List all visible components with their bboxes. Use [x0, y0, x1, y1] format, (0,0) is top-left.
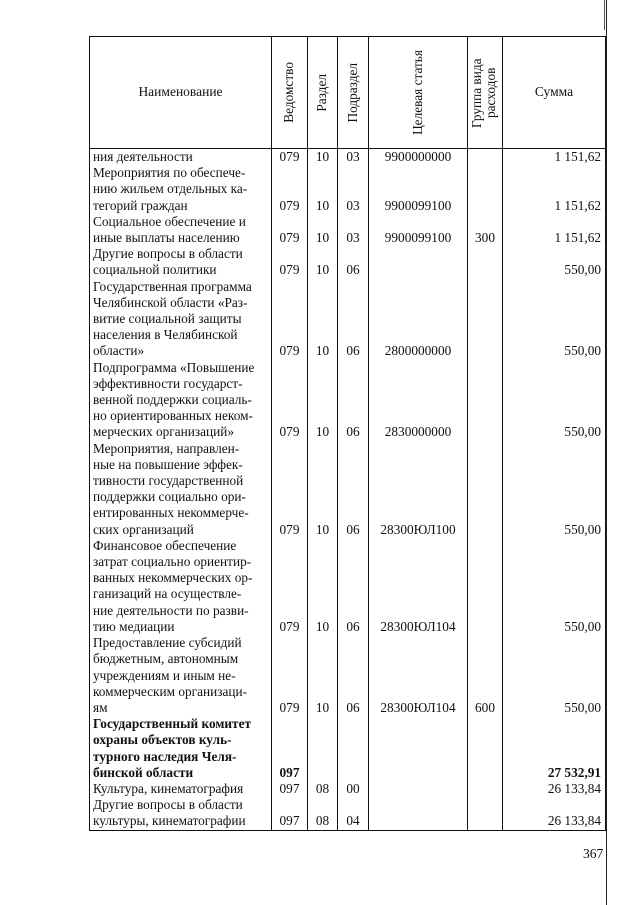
table-header-row — [90, 37, 606, 149]
row-name-line: иные выплаты населению — [93, 230, 240, 246]
row-summa: 1 151,62 — [503, 165, 606, 214]
row-celevaya: 9900000000 — [369, 149, 468, 166]
row-name-line: Челябинской области «Раз- — [93, 294, 248, 310]
row-gruppa — [468, 246, 503, 278]
row-summa: 26 133,84 — [503, 797, 606, 830]
row-name — [90, 441, 272, 538]
row-name-line: ганизаций на осуществле- — [93, 586, 242, 602]
row-name — [90, 279, 272, 360]
row-razdel: 08 — [308, 797, 338, 830]
row-name-line: бюджетным, автономным — [93, 651, 239, 667]
row-name-line: венной поддержки социаль- — [93, 392, 252, 408]
table-row — [90, 635, 606, 716]
header-summa: Сумма — [503, 37, 606, 149]
table-row — [90, 279, 606, 360]
row-gruppa — [468, 797, 503, 830]
row-podrazdel: 06 — [338, 441, 369, 538]
table-row — [90, 214, 606, 246]
row-name — [90, 149, 272, 166]
table-row — [90, 441, 606, 538]
row-name-line: охраны объектов куль- — [93, 732, 232, 748]
row-name-line: ских организаций — [93, 521, 194, 537]
row-celevaya — [369, 716, 468, 781]
row-gruppa — [468, 781, 503, 797]
row-vedomstvo: 079 — [272, 538, 308, 635]
row-razdel: 08 — [308, 781, 338, 797]
row-name-line: ния деятельности — [93, 149, 193, 164]
row-name-line: Финансовое обеспечение — [93, 537, 237, 553]
row-name-line: тивности государственной — [93, 473, 244, 489]
row-podrazdel: 04 — [338, 797, 369, 830]
row-vedomstvo: 079 — [272, 360, 308, 441]
row-podrazdel: 03 — [338, 149, 369, 166]
row-summa: 550,00 — [503, 635, 606, 716]
row-name-line: учреждениям и иным не- — [93, 667, 236, 683]
row-celevaya — [369, 246, 468, 278]
row-vedomstvo: 079 — [272, 246, 308, 278]
row-summa: 26 133,84 — [503, 781, 606, 797]
row-razdel: 10 — [308, 635, 338, 716]
row-name — [90, 716, 272, 781]
row-name-line: ние деятельности по разви- — [93, 602, 249, 618]
row-name-line: социальной политики — [93, 262, 217, 278]
row-gruppa — [468, 441, 503, 538]
row-celevaya: 2830000000 — [369, 360, 468, 441]
row-name-line: Культура, кинематография — [93, 780, 244, 796]
row-name-line: поддержки социально ори- — [93, 489, 246, 505]
row-razdel: 10 — [308, 214, 338, 246]
header-podrazdel — [338, 37, 369, 149]
header-razdel-label: Раздел — [314, 73, 330, 112]
table-row — [90, 781, 606, 797]
row-name-line: тегорий граждан — [93, 197, 188, 213]
row-name-line: Государственный комитет — [93, 716, 252, 732]
row-name-line: турного наследия Челя- — [93, 748, 237, 764]
row-summa: 550,00 — [503, 246, 606, 278]
row-name-line: Социальное обеспечение и — [93, 213, 246, 229]
row-name — [90, 635, 272, 716]
table-row — [90, 716, 606, 781]
row-name-line: населения в Челябинской — [93, 327, 238, 343]
row-summa: 1 151,62 — [503, 214, 606, 246]
table-row — [90, 797, 606, 830]
row-name-line: ентированных некоммерче- — [93, 505, 249, 521]
header-gruppa-label: Группа вида расходов — [469, 57, 498, 128]
row-name — [90, 360, 272, 441]
row-name-line: Предоставление субсидий — [93, 635, 242, 651]
row-vedomstvo: 079 — [272, 165, 308, 214]
row-podrazdel — [338, 716, 369, 781]
header-gruppa — [468, 37, 503, 149]
row-podrazdel: 06 — [338, 246, 369, 278]
row-gruppa: 300 — [468, 214, 503, 246]
row-gruppa — [468, 165, 503, 214]
row-gruppa — [468, 716, 503, 781]
header-vedomstvo — [272, 37, 308, 149]
row-name — [90, 781, 272, 797]
row-name-line: области» — [93, 343, 145, 359]
table-row — [90, 360, 606, 441]
table-row — [90, 165, 606, 214]
row-razdel: 10 — [308, 149, 338, 166]
row-celevaya: 28300ЮЛ104 — [369, 538, 468, 635]
scan-edge-line — [604, 0, 605, 30]
row-celevaya: 28300ЮЛ104 — [369, 635, 468, 716]
row-name-line: Мероприятия, направлен- — [93, 440, 240, 456]
row-name-line: бинской области — [93, 764, 194, 780]
row-name-line: Мероприятия по обеспече- — [93, 165, 246, 181]
row-name — [90, 165, 272, 214]
row-gruppa: 600 — [468, 635, 503, 716]
row-vedomstvo: 097 — [272, 781, 308, 797]
row-name-line: коммерческим организаци- — [93, 683, 248, 699]
row-summa: 550,00 — [503, 538, 606, 635]
row-razdel: 10 — [308, 538, 338, 635]
row-celevaya: 2800000000 — [369, 279, 468, 360]
row-vedomstvo: 079 — [272, 279, 308, 360]
table-row — [90, 246, 606, 278]
budget-table — [89, 36, 606, 831]
row-summa: 1 151,62 — [503, 149, 606, 166]
row-name-line: тию медиации — [93, 618, 175, 634]
table-row — [90, 149, 606, 166]
page-number: 367 — [583, 846, 604, 861]
row-vedomstvo: 079 — [272, 149, 308, 166]
row-vedomstvo: 079 — [272, 441, 308, 538]
row-vedomstvo: 097 — [272, 716, 308, 781]
row-podrazdel: 06 — [338, 279, 369, 360]
row-gruppa — [468, 360, 503, 441]
row-name-line: Другие вопросы в области — [93, 797, 243, 813]
row-name-line: витие социальной защиты — [93, 311, 242, 327]
row-celevaya: 9900099100 — [369, 214, 468, 246]
header-celevaya — [369, 37, 468, 149]
row-gruppa — [468, 538, 503, 635]
header-razdel — [308, 37, 338, 149]
header-podrazdel-label: Подраздел — [344, 62, 360, 123]
page-edge-line — [606, 0, 607, 905]
row-vedomstvo: 079 — [272, 635, 308, 716]
row-name-line: Другие вопросы в области — [93, 246, 243, 262]
row-summa: 550,00 — [503, 279, 606, 360]
row-celevaya — [369, 797, 468, 830]
row-name-line: ям — [93, 699, 108, 715]
row-name-line: эффективности государст- — [93, 375, 243, 391]
row-name — [90, 538, 272, 635]
row-celevaya: 9900099100 — [369, 165, 468, 214]
row-name-line: мерческих организаций» — [93, 424, 235, 440]
row-name-line: нию жильем отдельных ка- — [93, 181, 248, 197]
row-name-line: культуры, кинематографии — [93, 813, 246, 829]
row-summa: 550,00 — [503, 360, 606, 441]
row-name — [90, 246, 272, 278]
row-podrazdel: 03 — [338, 214, 369, 246]
row-razdel: 10 — [308, 246, 338, 278]
row-name-line: затрат социально ориентир- — [93, 554, 252, 570]
row-vedomstvo: 079 — [272, 214, 308, 246]
row-podrazdel: 03 — [338, 165, 369, 214]
header-vedomstvo-label: Ведомство — [281, 62, 297, 123]
header-celevaya-label: Целевая статья — [409, 50, 425, 135]
row-celevaya — [369, 781, 468, 797]
row-razdel: 10 — [308, 165, 338, 214]
row-name-line: ванных некоммерческих ор- — [93, 570, 253, 586]
table-row — [90, 538, 606, 635]
row-name-line: но ориентированных неком- — [93, 408, 253, 424]
row-podrazdel: 06 — [338, 538, 369, 635]
row-celevaya: 28300ЮЛ100 — [369, 441, 468, 538]
row-name-line: Подпрограмма «Повышение — [93, 359, 255, 375]
row-podrazdel: 00 — [338, 781, 369, 797]
row-name-line: Государственная программа — [93, 278, 252, 294]
row-summa: 27 532,91 — [503, 716, 606, 781]
row-name — [90, 797, 272, 830]
row-podrazdel: 06 — [338, 360, 369, 441]
row-summa: 550,00 — [503, 441, 606, 538]
row-razdel: 10 — [308, 360, 338, 441]
header-name: Наименование — [90, 37, 272, 149]
row-name-line: ные на повышение эффек- — [93, 456, 243, 472]
row-gruppa — [468, 149, 503, 166]
row-vedomstvo: 097 — [272, 797, 308, 830]
row-razdel: 10 — [308, 441, 338, 538]
row-razdel — [308, 716, 338, 781]
row-razdel: 10 — [308, 279, 338, 360]
row-name — [90, 214, 272, 246]
row-gruppa — [468, 279, 503, 360]
row-podrazdel: 06 — [338, 635, 369, 716]
